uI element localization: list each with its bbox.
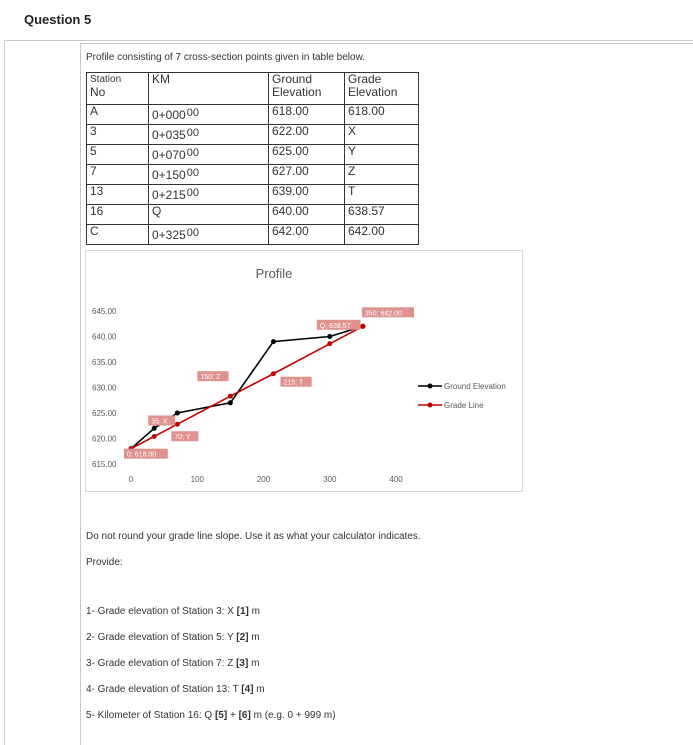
cell-grade: 638.57 [345,205,419,225]
cell-station: 5 [87,145,149,165]
answer-item [86,684,336,710]
km-value: 0+150 [152,168,186,182]
table-row [87,205,419,225]
cell-station: 13 [87,185,149,205]
km-value: 0+035 [152,128,186,142]
header-ground: Ground Elevation [269,73,345,105]
answer-ref: [5] [214,710,228,721]
answer-ref: [6] [238,710,251,721]
cell-station: C [87,225,149,245]
profile-table [86,72,419,245]
answer-suffix: m (e.g. 0 + 999 m) [250,710,336,721]
y-tick-label: 640.00 [92,332,117,342]
answer-ref: [3] [236,658,249,669]
question-title: Question 5 [24,12,92,27]
answer-text: 2- Grade elevation of Station 5: Y [86,632,237,643]
table-row [87,225,419,245]
legend-marker [428,384,433,389]
grade-line-point [271,371,276,376]
answer-text: 3- Grade elevation of Station 7: Z [86,658,237,669]
answer-item [86,710,336,736]
grade-line-point [360,324,365,329]
km-value: 0+215 [152,188,186,202]
cell-grade: 618.00 [345,105,419,125]
y-tick-label: 645.00 [92,307,117,316]
km-value: 0+325 [152,228,186,242]
table-row [87,145,419,165]
grade-line-point [175,422,180,427]
y-tick-label: 615.00 [92,460,117,469]
x-tick-label: 200 [256,475,271,484]
ground-elevation-point [327,334,332,339]
x-tick-label: 0 [128,475,134,484]
cell-grade: Z [345,165,419,185]
data-label: 350; 642.00 [364,310,402,318]
km-superscript: 00 [186,127,199,139]
cell-grade: 642.00 [345,225,419,245]
answer-item [86,632,336,658]
cell-ground: 622.00 [269,125,345,145]
answer-suffix: m [253,684,265,695]
answer-mid: + [227,710,239,721]
round-note: Do not round your grade line slope. Use it as what your calculator indicates. [86,531,421,542]
cell-km [149,105,269,125]
cell-grade: Y [345,145,419,165]
cell-station: 7 [87,165,149,185]
table-header-row [87,73,419,105]
cell-grade: T [345,185,419,205]
y-tick-label: 625.00 [92,409,117,418]
legend-label: Ground Elevation [444,382,506,391]
cell-grade: X [345,125,419,145]
data-label: 150; Z [200,374,221,382]
intro-text: Profile consisting of 7 cross-section points given in table below. [86,52,366,63]
header-grade: Grade Elevation [345,73,419,105]
cell-km [149,205,269,225]
cell-station: 3 [87,125,149,145]
km-superscript: 00 [186,107,199,119]
data-label: 35; X [151,418,168,426]
cell-ground: 625.00 [269,145,345,165]
data-label: 215; T [283,379,304,387]
cell-ground: 640.00 [269,205,345,225]
grade-line-point [152,434,157,439]
ground-elevation-point [271,339,276,344]
y-tick-label: 620.00 [92,434,117,444]
km-superscript: 00 [186,187,199,199]
table-row [87,105,419,125]
cell-station: 16 [87,205,149,225]
answer-text: 4- Grade elevation of Station 13: T [86,684,242,695]
km-superscript: 00 [186,167,199,179]
table-row [87,165,419,185]
legend-marker [428,403,433,408]
cell-km [149,125,269,145]
answer-ref: [4] [241,684,254,695]
answer-text: 5- Kilometer of Station 16: Q [86,710,215,721]
km-value: Q [152,204,162,218]
cell-km [149,225,269,245]
data-label: 0; 618.00 [127,451,157,459]
cell-ground: 639.00 [269,185,345,205]
cell-station: A [87,105,149,125]
data-label: Q; 638.57 [319,322,351,330]
answer-ref: [1] [236,606,249,617]
data-label: 70; Y [174,434,191,442]
cell-ground: 618.00 [269,105,345,125]
cell-km [149,185,269,205]
answer-suffix: m [248,632,260,643]
profile-chart-svg [86,251,524,493]
answer-ref: [2] [236,632,249,643]
ground-elevation-point [152,426,157,431]
km-superscript: 00 [186,147,199,159]
answer-list [86,606,336,736]
cell-km [149,145,269,165]
grade-line-point [327,341,332,346]
grade-line-point [228,394,233,399]
cell-ground: 642.00 [269,225,345,245]
y-tick-label: 630.00 [92,383,117,393]
legend-label: Grade Line [444,401,484,410]
header-km: KM [149,73,269,105]
provide-label: Provide: [86,557,123,568]
cell-ground: 627.00 [269,165,345,185]
answer-suffix: m [248,606,260,617]
y-tick-label: 635.00 [92,358,117,367]
table-row [87,185,419,205]
x-tick-label: 300 [323,475,337,484]
answer-item [86,658,336,684]
ground-elevation-point [228,400,233,405]
x-tick-label: 100 [190,475,204,484]
answer-item [86,606,336,632]
km-value: 0+070 [152,148,186,162]
chart-title: Profile [255,266,293,281]
profile-chart [85,250,523,492]
ground-elevation-point [175,411,180,416]
answer-text: 1- Grade elevation of Station 3: X [86,606,237,617]
km-superscript: 00 [186,227,199,239]
cell-km [149,165,269,185]
km-value: 0+000 [152,108,186,122]
table-row [87,125,419,145]
x-tick-label: 400 [389,475,403,484]
answer-suffix: m [248,658,260,669]
header-station: Station No [87,73,149,105]
